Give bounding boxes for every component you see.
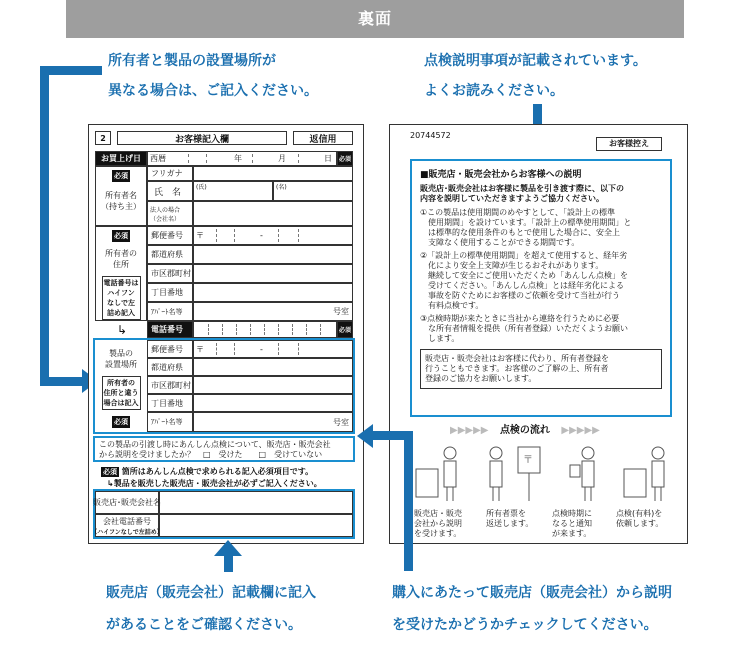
corp-field[interactable] bbox=[193, 201, 353, 226]
must-badge: 必須 bbox=[337, 151, 353, 166]
connector-top-right-v bbox=[533, 104, 542, 126]
day-label: 日 bbox=[324, 154, 332, 163]
arrow-up-icon bbox=[214, 540, 242, 556]
return-card-figure bbox=[490, 447, 540, 501]
install-place-group bbox=[95, 340, 147, 432]
phone-label: 電話番号 bbox=[147, 321, 193, 338]
diff-address-note: 所有者の 住所と違う 場合は記入 bbox=[102, 376, 141, 410]
customer-copy-tag: お客様控え bbox=[596, 137, 662, 151]
era-label: 西暦 bbox=[150, 154, 166, 163]
form-number: 2 bbox=[95, 131, 111, 145]
note-top-left-line2: 異なる場合は、ご記入ください。 bbox=[108, 83, 318, 99]
notice-figure bbox=[570, 447, 594, 501]
apt-field[interactable]: 号室 bbox=[193, 302, 353, 321]
install-city-label: 市区郡町村 bbox=[147, 376, 193, 394]
given-name-field[interactable]: (名) bbox=[273, 181, 353, 201]
dealer-name-label: 販売店･販売会社名 bbox=[95, 491, 159, 514]
svg-text:〒: 〒 bbox=[523, 455, 533, 466]
explanation-intro: 販売店･販売会社はお客様に製品を引き渡す際に、以下の 内容を説明していただきますようご協力ください。 bbox=[420, 184, 624, 203]
pref-label: 都道府県 bbox=[147, 245, 193, 264]
furigana-label: フリガナ bbox=[147, 166, 193, 181]
check-question-line2: から説明を受けましたか？ □ 受けた □ 受けていない bbox=[99, 450, 323, 459]
flow-title: 点検の流れ bbox=[499, 425, 550, 436]
year-label: 年 bbox=[234, 154, 242, 163]
dealer-name-field[interactable] bbox=[159, 491, 353, 514]
return-tag: 返信用 bbox=[293, 131, 353, 145]
city-label: 市区郡町村 bbox=[147, 264, 193, 283]
install-postal-label: 郵便番号 bbox=[147, 340, 193, 358]
must-badge: 必須 bbox=[103, 468, 117, 476]
name-label: 氏 名 bbox=[147, 181, 193, 201]
dealer-phone-label-group bbox=[91, 514, 163, 537]
purchase-date-label: お買上げ日 bbox=[95, 151, 147, 166]
required-note-line1: 必須 箇所はあんしん点検で求められる記入必須項目です。 bbox=[103, 467, 314, 476]
required-note-line2: ↳製品を販売した販売店・販売会社が必ずご記入ください。 bbox=[107, 479, 322, 488]
phone-note: 電話番号は ハイフン なしで左 詰め記入 bbox=[102, 276, 141, 320]
pref-field[interactable] bbox=[193, 245, 353, 264]
flow-arrows-icon: ▶▶▶▶▶ bbox=[561, 425, 600, 436]
explanation-item-1: ①この製品は使用期間のめやすとして、「設計上の標準 使用期間」を設けています。「設計上の標準使用期間」と は標準的な使用条件のもとで使用した場合に、安全上 支障なく使用することができる期間です。 bbox=[420, 208, 632, 247]
connector-left-v bbox=[40, 66, 49, 386]
corp-label: 法人の場合 （会社名） bbox=[147, 201, 193, 226]
flow-step-2: 所有者票を 返送します。 bbox=[486, 509, 534, 528]
install-city-field[interactable] bbox=[193, 376, 353, 394]
street-field[interactable] bbox=[193, 283, 353, 302]
note-top-right-line2: よくお読みください。 bbox=[424, 83, 564, 99]
month-label: 月 bbox=[278, 154, 286, 163]
explanation-section bbox=[410, 159, 672, 417]
explanation-check-box[interactable] bbox=[93, 436, 355, 462]
install-pref-field[interactable] bbox=[193, 358, 353, 376]
connector-top-left-h bbox=[40, 66, 102, 75]
customer-form-card bbox=[88, 124, 364, 544]
dealer-phone-sub: （ハイフンなしで左詰め） bbox=[91, 528, 163, 536]
check-question-line1: この製品の引渡し時にあんしん点検について、販売店・販売会社 bbox=[99, 440, 331, 449]
install-street-label: 丁目番地 bbox=[147, 394, 193, 412]
install-place-label: 製品の 設置場所 bbox=[105, 349, 137, 369]
form-code: 20744572 bbox=[410, 131, 451, 140]
connector-bottom-left-v bbox=[224, 556, 233, 572]
explanation-item-2: ②「設計上の標準使用期間」を超えて使用すると、経年劣 化により安全上支障が生じるおそれがあります。 継続して安全にご使用いただくため「あんしん点検」を 受けてください。「あんしん点検」とは経年劣化による 事故を防ぐためにお客様のご依頼を受けて当社が行う 有料点検です。 bbox=[420, 251, 628, 310]
inspection-request-figure bbox=[624, 447, 664, 501]
arrow-bend-icon: ↳ bbox=[107, 479, 114, 488]
flow-illustrations bbox=[412, 439, 672, 505]
back-side-banner: 裏面 bbox=[66, 0, 684, 38]
street-label: 丁目番地 bbox=[147, 283, 193, 302]
note-bottom-right-line1: 購入にあたって販売店（販売会社）から説明 bbox=[392, 585, 672, 601]
postal-label: 郵便番号 bbox=[147, 226, 193, 245]
install-apt-label: ｱﾊﾟｰﾄ名等 bbox=[147, 412, 193, 432]
must-badge: 必須 bbox=[114, 172, 128, 180]
arrow-bend-icon: ↳ bbox=[117, 323, 128, 337]
note-top-left-line1: 所有者と製品の設置場所が bbox=[108, 53, 276, 69]
flow-arrows-icon: ▶▶▶▶▶ bbox=[450, 425, 489, 436]
connector-bottom-right-v bbox=[404, 431, 413, 571]
owner-address-label: 所有者の 住所 bbox=[105, 249, 137, 269]
must-badge: 必須 bbox=[337, 321, 353, 338]
explanation-heading: ■販売店・販売会社からお客様への説明 bbox=[420, 170, 582, 180]
furigana-field[interactable] bbox=[193, 166, 353, 181]
owner-address-group bbox=[95, 226, 147, 321]
postal-field[interactable]: 〒 - bbox=[193, 226, 353, 245]
dealer-phone-label: 会社電話番号 bbox=[103, 516, 151, 526]
install-postal-field[interactable]: 〒 - bbox=[193, 340, 353, 358]
form-title: お客様記入欄 bbox=[117, 131, 287, 145]
note-bottom-left-line1: 販売店（販売会社）記載欄に記入 bbox=[106, 585, 316, 601]
city-field[interactable] bbox=[193, 264, 353, 283]
flow-step-3: 点検時期に なると通知 が来ます。 bbox=[552, 509, 592, 538]
apt-label: ｱﾊﾟｰﾄ名等 bbox=[147, 302, 193, 321]
registration-note-box: 販売店・販売会社はお客様に代わり、所有者登録を 行うこともできます。お客様のご了解の上、所有者 登録のご協力をお願いします。 bbox=[420, 349, 662, 389]
note-top-right-line1: 点検説明事項が記載されています。 bbox=[424, 53, 647, 69]
purchase-date-field[interactable] bbox=[147, 151, 337, 166]
note-bottom-left-line2: があることをご確認ください。 bbox=[106, 617, 302, 633]
install-apt-field[interactable]: 号室 bbox=[193, 412, 353, 432]
owner-name-group bbox=[95, 166, 147, 226]
phone-field[interactable] bbox=[193, 321, 337, 338]
connector-left-h bbox=[40, 377, 82, 386]
install-street-field[interactable] bbox=[193, 394, 353, 412]
dealer-explain-figure bbox=[416, 447, 456, 501]
arrow-left-icon bbox=[357, 424, 373, 448]
flow-step-1: 販売店・販売 会社から説明 を受けます。 bbox=[414, 509, 462, 538]
inspection-flow-title-row bbox=[450, 421, 600, 436]
dealer-phone-field[interactable] bbox=[159, 514, 353, 537]
explanation-item-3: ③点検時期が来たときに当社から連絡を行うために必要 な所有者情報を提供（所有者登録）いただくようお願い します。 bbox=[420, 314, 628, 343]
flow-step-4: 点検(有料)を 依頼します。 bbox=[616, 509, 664, 528]
note-bottom-right-line2: を受けたかどうかチェックしてください。 bbox=[392, 617, 658, 633]
owner-name-label: 所有者名 （持ち主） bbox=[101, 191, 141, 211]
surname-field[interactable]: (氏) bbox=[193, 181, 273, 201]
customer-copy-card bbox=[389, 124, 688, 544]
install-pref-label: 都道府県 bbox=[147, 358, 193, 376]
must-badge: 必須 bbox=[114, 418, 128, 426]
must-badge: 必須 bbox=[114, 232, 128, 240]
